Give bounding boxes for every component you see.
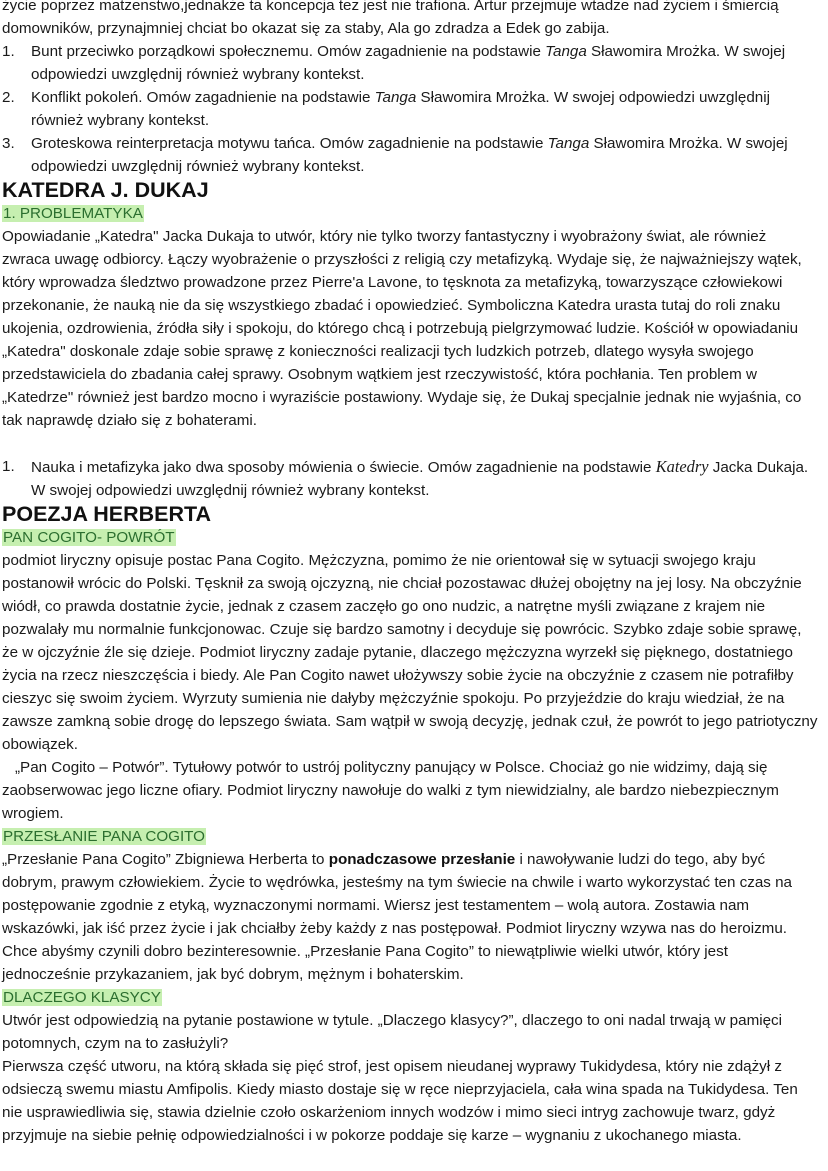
work-title: Tanga [545,43,587,60]
tango-task-list [2,40,818,178]
work-title: Tanga [547,135,590,152]
task-text-pre: Groteskowa reinterpretacja motywu tańca. Omów zagadnienie na podstawie [31,135,548,152]
task-text-post: Jacka Dukaja. W swojej odpowiedzi uwzględnij również wybrany kontekst. [31,459,809,499]
highlighted-label: PAN COGITO- POWRÓT [3,529,175,546]
przeslanie-subheading [2,825,818,848]
task-text-post: Sławomira Mrożka. W swojej odpowiedzi uwzględnij również wybrany kontekst. [31,135,788,175]
list-number: 1. [2,458,15,475]
highlighted-label: 1. PROBLEMATYKA [3,205,143,222]
herbert-heading: POEZJA HERBERTA [2,502,212,526]
task-text-post: Sławomira Mrożka. W swojej odpowiedzi uwzględnij również wybrany kontekst. [31,43,786,83]
przeslanie-body [2,848,818,986]
powrot-body: podmiot liryczny opisuje postac Pana Cogito. Mężczyzna, pomimo że nie orientował się w sytuacji swojego kraju postanowił wrócic do Polski. Tęsknił za swoją ojczyzną, nie chciał pozostawac dłużej obojętny na jej losy. Na obczyźnie wiódł, co prawda dostatnie życie, jednak z czasem zaczęło go ono nudzic, a natrętne myśli związane z krajem nie pozwalały mu normalnie funkcjonowac. Czuje się bardzo samotny i decyduje się powrócic. Szybko zdaje sobie sprawę, że w ojczyźnie źle się dzieje. Podmiot liryczny zadaje pytanie, dlaczego mężczyzna wyrzekł się pięknego, dostatniego życia na rzecz nieszczęścia i biedy. Ale Pan Cogito nawet ułożywszy sobie życie na obczyźnie z czasem nie potrafiłby cieszyc się swoim życiem. Wyrzuty sumienia nie dałyby mężczyźnie spokoju. Po przyjeździe do kraju wiedział, że na zawsze zamkną sobie drogę do lepszego świata. Sam wątpił w swoją decyzję, jednak czuł, że powrót to jego patriotyczny obowiązek. [2,552,818,753]
task-text [31,40,818,86]
task-text-pre: Nauka i metafizyka jako dwa sposoby mówienia o świecie. Omów zagadnienie na podstawie [31,459,656,476]
blank-line [2,432,818,455]
work-title: Katedry [655,457,709,476]
list-number: 2. [2,89,15,106]
task-text-post: Sławomira Mrożka. W swojej odpowiedzi uwzględnij również wybrany kontekst. [31,89,770,129]
document-page [2,0,818,1147]
katedra-subheading [2,202,818,225]
list-number: 1. [2,43,15,60]
katedra-body: Opowiadanie „Katedra" Jacka Dukaja to utwór, który nie tylko tworzy fantastyczny i wyobrażony świat, ale również zwraca uwagę odbiorcy. Łączy wyobrażenie o przyszłości z religią czy metafizyką. Wydaje się, że najważniejszy wątek, który wprowadza śledztwo prowadzone przez Pierre'a Lavone, to tęsknota za metafizyką, towarzyszące człowiekowi przekonanie, że nauką nie da się wszystkiego zbadać i opowiedzieć. Symboliczna Katedra urasta tutaj do roli znaku ukojenia, ozdrowienia, źródła siły i spokoju, do którego chcą i potrzebują pielgrzymować ludzie. Kościół w opowiadaniu „Katedra" doskonale zdaje sobie sprawę z konieczności realizacji tych ludzkich potrzeb, dlatego wysyła swojego przedstawiciela do zbadania całej sprawy. Osobnym wątkiem jest rzeczywistość, która pochłania. Ten problem w „Katedrze" również jest bardzo mocno i wyraziście postawiony. Wydaje się, że Dukaj specjalnie jednak nie wyjaśnia, co tak naprawdę działo się z bohaterami. [2,228,802,429]
list-item [2,132,818,178]
katedra-task-list [2,455,818,502]
katedra-heading: KATEDRA J. DUKAJ [2,178,209,202]
klasycy-subheading [2,986,818,1009]
list-number: 3. [2,135,15,152]
przeslanie-text-post: i nawoływanie ludzi do tego, aby być dobrym, prawym człowiekiem. Życie to wędrówka, jesteśmy na tym świecie na chwile i warto wykorzystać ten czas na postępowanie zgodnie z etyką, wyznaczonymi normami. Wiersz jest testamentem – wolą autora. Zostawia nam wskazówki, jak iść przez życie i jak chciałby żeby każdy z nas postępował. Podmiot liryczny wzywa nas do heroizmu. Chce abyśmy czynili dobro bezinteresownie. „Przesłanie Pana Cogito” to niewątpliwie wielki utwór, który jest jednocześnie przykazaniem, jak być dobrym, mężnym i bohaterskim. [2,851,793,983]
list-item [2,40,818,86]
task-text-pre: Bunt przeciwko porządkowi społecznemu. Omów zagadnienie na podstawie [31,43,546,60]
potwor-body: „Pan Cogito – Potwór”. Tytułowy potwór to ustrój polityczny panujący w Polsce. Chociaż go nie widzimy, dają się zaobserwowac jego liczne ofiary. Podmiot liryczny nawołuje do walki z tym niewidzialny, ale bardzo niebezpiecznym wrogiem. [2,759,779,822]
list-item [2,86,818,132]
powrot-subheading [2,526,818,549]
klasycy-paragraph-2: Pierwsza część utworu, na którą składa się pięć strof, jest opisem nieudanej wyprawy Tukidydesa, który nie zdążył z odsieczą swemu miastu Amfipolis. Kiedy miasto dostaje się w ręce nieprzyjaciela, cała wina spada na Tukidydesa. Ten nie usprawiedliwia się, stawia dzielnie czoło oskarżeniom innych wodzów i mimo sieci intryg zachowuje twarz, gdyż przyjmuje na siebie pełnię odpowiedzialności i w pokorze poddaje się karze – wygnaniu z ukochanego miasta. [2,1058,798,1144]
task-text [31,132,818,178]
bold-phrase: ponadczasowe przesłanie [328,851,516,868]
task-text-pre: Konflikt pokoleń. Omów zagadnienie na podstawie [31,89,375,106]
task-text [31,86,818,132]
work-title: Tanga [374,89,417,106]
klasycy-paragraph-1: Utwór jest odpowiedzią na pytanie postawione w tytule. „Dlaczego klasycy?”, dlaczego to oni nadal trwają w pamięci potomnych, czym na to zasłużyli? [2,1012,783,1052]
highlighted-label: PRZESŁANIE PANA COGITO [3,828,205,845]
przeslanie-text-pre: „Przesłanie Pana Cogito” Zbigniewa Herberta to [2,851,329,868]
highlighted-label: DLACZEGO KLASYCY [3,989,161,1006]
task-text [31,455,818,502]
list-item [2,455,818,502]
intro-paragraph: życie poprzez matzenstwo,jednakże ta koncepcja tez jest nie trafiona. Artur przejmuje wtadze nad życiem i śmiercią domowników, przynajmniej chciat bo okazat się za staby, Ala go zdradza a Edek go zabija. [2,0,779,37]
